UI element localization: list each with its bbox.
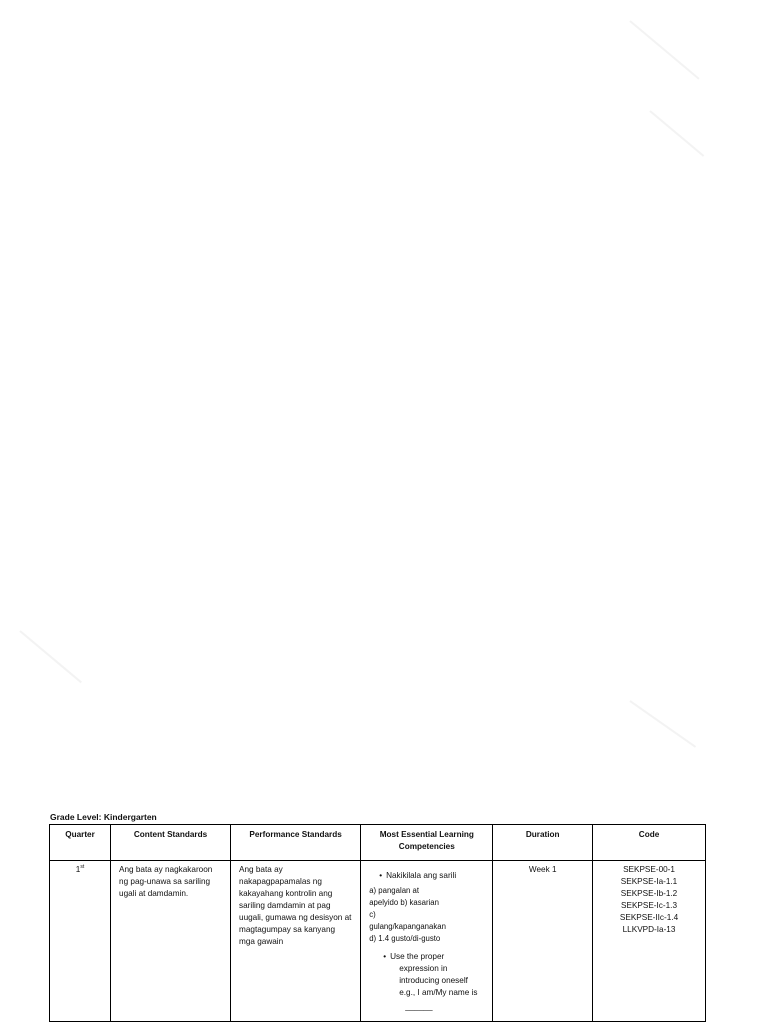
header-content-standards: Content Standards <box>111 825 231 861</box>
cell-code <box>593 861 706 1022</box>
melc-sub-b: apelyido b) kasarian <box>369 898 439 907</box>
melc-blank-line: ______ <box>405 1002 433 1011</box>
quarter-ordinal-suffix: st <box>80 864 85 870</box>
quarter-number: 1 <box>75 865 81 874</box>
code-item: SEKPSE-Ia-1.1 <box>620 877 678 886</box>
melc-sub-c-text: gulang/kapanganakan <box>369 922 446 931</box>
header-duration: Duration <box>493 825 593 861</box>
melc-line-example: e.g., I am/My name is <box>399 988 478 997</box>
grade-level-label: Grade Level: Kindergarten <box>50 812 157 822</box>
header-code: Code <box>593 825 706 861</box>
melc-bullet-1: • Nakikilala ang sarili <box>369 870 484 882</box>
melc-line-expression: expression in <box>399 964 448 973</box>
code-item: SEKPSE-Ic-1.3 <box>621 901 678 910</box>
header-quarter: Quarter <box>50 825 111 861</box>
header-melc: Most Essential Learning Competencies <box>361 825 493 861</box>
cell-content-standard: Ang bata ay nagkakaroon ng pag-unawa sa sariling ugali at damdamin. <box>111 861 231 1022</box>
code-item: LLKVPD-Ia-13 <box>622 925 676 934</box>
melc-sub-d: d) 1.4 gusto/di-gusto <box>369 934 441 943</box>
background-watermark-stroke <box>629 20 699 79</box>
background-watermark-stroke <box>649 110 704 157</box>
table-header-row <box>50 825 706 861</box>
header-performance-standards: Performance Standards <box>231 825 361 861</box>
melc-bullet-2: • Use the proper <box>369 951 484 963</box>
cell-duration: Week 1 <box>493 861 593 1022</box>
code-item: SEKPSE-Ib-1.2 <box>620 889 678 898</box>
code-item: SEKPSE-00-1 <box>623 865 675 874</box>
background-watermark-stroke <box>19 630 82 683</box>
melc-sub-c: c) <box>369 910 376 919</box>
cell-melc <box>361 861 493 1022</box>
curriculum-table <box>49 824 706 1022</box>
melc-sub-a: a) pangalan at <box>369 886 420 895</box>
melc-line-introducing: introducing oneself <box>399 976 468 985</box>
table-row <box>50 861 706 1022</box>
background-watermark-stroke <box>629 700 696 748</box>
cell-quarter <box>50 861 111 1022</box>
code-item: SEKPSE-IIc-1.4 <box>619 913 679 922</box>
cell-performance-standard: Ang bata ay nakapagpapamalas ng kakayahang kontrolin ang sariling damdamin at pag uugali, gumawa ng desisyon at magtagumpay sa kanyang mga gawain <box>231 861 361 1022</box>
